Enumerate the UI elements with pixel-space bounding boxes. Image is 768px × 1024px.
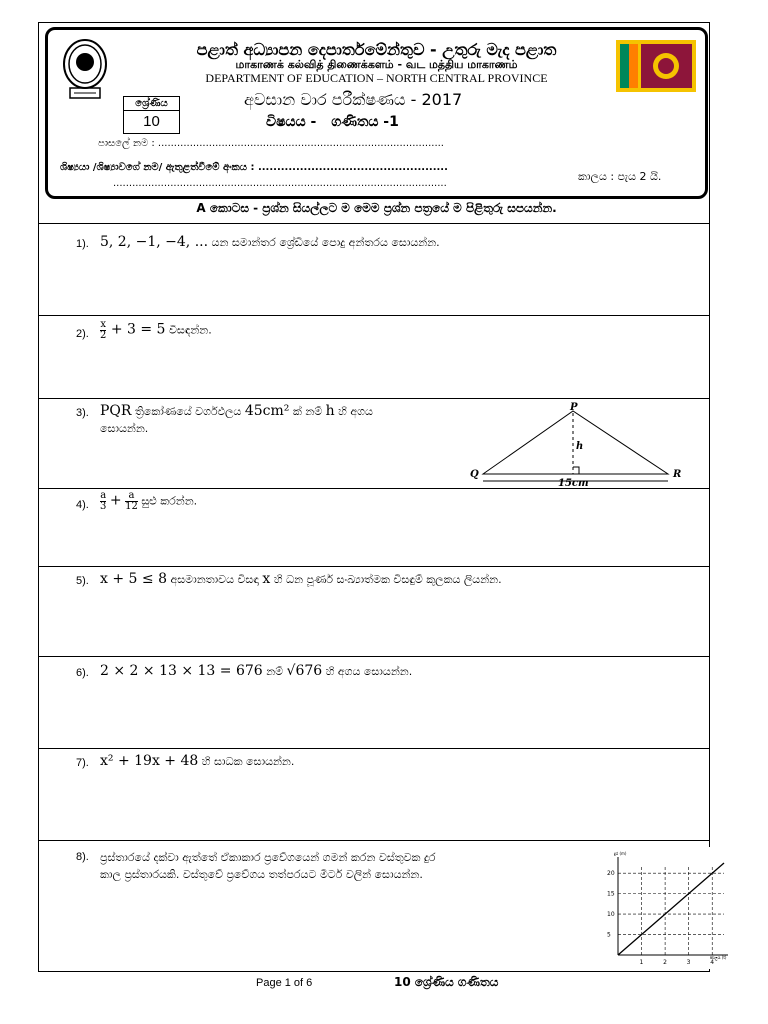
y-tick-label: 15 [607,890,615,898]
chart-background [566,847,731,969]
question-text [100,320,212,341]
question-body: සොයන්න. [100,422,149,435]
student-name-line: ශිෂ්‍යයා /ශිෂ්‍යාවගේ නම/ ඇතුළත්වීමේ අංකය : .................................................. [60,162,448,173]
question-body: නම් [262,665,287,678]
grade-value: 10 [143,113,160,130]
question-2 [38,315,710,398]
question-text: $\frac{a}{3}$ + $\frac{a}{12}$ සුළු කරන්න. [100,490,198,512]
question-text [100,234,440,251]
question-body: හි සාධක සොයන්න. [198,755,295,768]
exam-title: අවසාන වාර පරීක්ෂණය - 2017 [244,90,463,109]
question-math: 45cm² [244,403,290,419]
question-text [100,403,373,437]
header-title-english: DEPARTMENT OF EDUCATION – NORTH CENTRAL PROVINCE [205,71,548,85]
header-title-sinhala: පළාත් අධ්‍යාපන දෙපාර්තමේන්තුව - උතුරු මැද පළාත [196,40,557,59]
question-8 [38,840,727,971]
school-name-line: පාසලේ නම : .......................................................................................... [98,138,444,149]
question-body: යන සමාන්තර ශ්‍රේඩියේ පොදු අන්තරය සොයන්න. [208,236,440,249]
question-text [100,849,436,883]
question-body: ක් නම් [289,405,326,418]
question-body: හි අගය [334,405,373,418]
question-body: හි ධන පූර්ණ සංඛ්‍යාත්මක විසඳුම් කුලකය ලියන්න. [270,573,502,586]
exam-duration: කාලය : පැය 2 යි. [578,170,662,183]
question-3 [38,398,710,488]
question-math: + 3 = 5 [106,321,166,338]
question-body: අසමානතාවය විසඳා [166,573,263,586]
question-1 [38,223,710,315]
y-tick-label: 5 [607,931,611,939]
x-axis-label: කාලය (t) [710,955,727,960]
question-body: විසඳන්න. [165,323,212,337]
page-number: Page 1 of 6 [256,977,313,989]
question-number: 4). [76,499,89,511]
question-7 [38,748,710,840]
question-number: 2). [76,328,89,340]
distance-time-graph [566,847,731,969]
question-5 [38,566,710,656]
question-6 [38,656,710,748]
fraction-a-over-12: $\frac{a}{12}$ [125,490,138,512]
question-math: x² + 19x + 48 [100,753,199,769]
question-number: 7). [76,757,89,769]
question-math: 5, 2, −1, −4, ... [100,234,209,250]
grade-label: ශ්‍රේණිය [124,97,179,111]
subject-label: විෂයය - [266,114,317,130]
base-length-label: 15cm [558,478,589,489]
question-body: සුළු කරන්න. [137,494,198,508]
question-math: x + 5 ≤ 8 [100,571,167,587]
fraction-x-over-2: $\frac{x}{2}$ [100,319,107,341]
label-q: Q [470,469,479,480]
exam-header [45,27,708,199]
question-number: 6). [76,667,89,679]
label-r: R [673,469,682,480]
question-math: 2 × 2 × 13 × 13 = 676 [100,663,263,679]
question-body: හි අගය සොයන්න. [322,665,413,678]
x-tick-label: 3 [686,959,691,966]
question-number: 8). [76,851,89,863]
question-number: 5). [76,575,89,587]
x-tick-label: 1 [639,959,644,966]
triangle-diagram [468,399,708,489]
subject-value: ගණිතය -1 [331,114,399,130]
x-tick-label: 4 [710,959,715,966]
y-tick-label: 10 [607,911,615,919]
question-body: කාල ප්‍රස්තාරයකි. වස්තුවේ ප්‍රවේගය තත්පරයට මීටර් වලින් සොයන්න. [100,868,423,881]
y-tick-label: 20 [607,870,615,878]
label-p: P [570,402,578,413]
label-h: h [576,441,584,452]
part-a-instruction: A කොටස - ප්‍රශ්න සියල්ලට ම මෙම ප්‍රශ්න පත්‍රයේ ම පිළිතුරු සපයන්න. [196,201,557,215]
question-math: h [325,403,335,419]
question-number: 3). [76,407,89,419]
question-math: x [262,571,271,587]
fraction-a-over-3: $\frac{a}{3}$ [100,490,107,512]
question-body: ප්‍රස්තාරයේ දක්වා ඇත්තේ ඒකාකාර ප්‍රවේගයෙන් ගමන් කරන වස්තුවක දුර [100,851,436,864]
subject-line [266,114,399,130]
grade-box [123,96,180,134]
question-body: ත්‍රිකෝණයේ වර්ගඵලය [131,405,245,418]
question-text [100,753,294,770]
sri-lanka-flag-icon [616,40,696,92]
question-math: PQR [100,403,132,419]
x-tick-label: 2 [663,959,667,966]
question-text [100,663,412,680]
question-text [100,571,502,588]
question-4 [38,488,710,566]
question-math: √676 [286,663,323,679]
y-axis-label: දුර (m) [614,851,627,856]
dots-line: ......................................................................................................... [113,178,447,189]
question-number: 1). [76,238,89,250]
footer-course: 10 ශ්‍රේණිය ගණිතය [394,975,499,989]
header-title-tamil: மாகாணக் கல்வித் திணைக்களம் - வட மத்திய மாகாணம் [235,58,518,71]
